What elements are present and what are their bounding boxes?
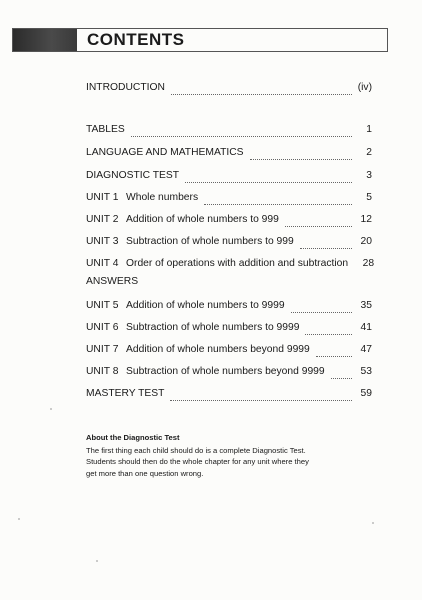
toc-entry (86, 388, 372, 406)
dot-leader (305, 334, 352, 335)
about-line: get more than one question wrong. (86, 468, 204, 478)
toc-unit-label: UNIT 3 (86, 236, 119, 247)
toc-page-number: 3 (366, 170, 372, 181)
toc-entry (86, 124, 372, 142)
dot-leader (250, 159, 352, 160)
toc-entry-title: Addition of whole numbers to 9999 (126, 300, 285, 311)
toc-entry-title: Subtraction of whole numbers to 9999 (126, 322, 300, 333)
toc-entry-title: Addition of whole numbers to 999 (126, 214, 279, 225)
toc-entry (86, 258, 375, 276)
toc-entry-title: INTRODUCTION (86, 82, 165, 93)
toc-page-number: 12 (360, 214, 372, 225)
toc-page-number: 1 (366, 124, 372, 135)
dot-leader (300, 248, 352, 249)
toc-entry (86, 366, 372, 384)
toc-entry (86, 236, 372, 254)
toc-entry-title: Subtraction of whole numbers beyond 9999 (126, 366, 325, 377)
dot-leader (204, 204, 352, 205)
toc-entry-title: TABLES (86, 124, 125, 135)
about-title: About the Diagnostic Test (86, 433, 180, 442)
toc-entry-title: DIAGNOSTIC TEST (86, 170, 180, 181)
toc-page-number: (iv) (357, 82, 372, 93)
toc-entry-title: Subtraction of whole numbers to 999 (126, 236, 294, 247)
dot-leader (131, 136, 352, 137)
toc-entry (86, 214, 372, 232)
dot-leader (170, 400, 352, 401)
about-line: Students should then do the whole chapter for any unit where they (86, 457, 309, 466)
dot-leader (331, 378, 352, 379)
toc-page-number: 35 (360, 300, 372, 311)
toc-page-number: 20 (360, 236, 372, 247)
dot-leader (291, 312, 352, 313)
toc-entry-title: Order of operations with addition and subtraction (126, 258, 349, 269)
paper-speck (50, 408, 52, 410)
toc-entry-title: MASTERY TEST (86, 388, 165, 399)
toc-unit-label: UNIT 6 (86, 322, 119, 333)
toc-unit-label: UNIT 4 (86, 258, 119, 269)
toc-entry-title: LANGUAGE AND MATHEMATICS (86, 147, 244, 158)
toc-page-number: 41 (360, 322, 372, 333)
toc-unit-label: UNIT 7 (86, 344, 119, 355)
contents-header (12, 28, 388, 52)
header-dark-block (13, 29, 77, 51)
toc-entry (86, 147, 372, 165)
toc-unit-label: UNIT 1 (86, 192, 119, 203)
dot-leader (316, 356, 352, 357)
toc-entry-title: ANSWERS (86, 276, 139, 287)
toc-page-number: 47 (360, 344, 372, 355)
paper-speck (96, 560, 98, 562)
toc-entry (86, 344, 372, 362)
toc-entry (86, 82, 372, 100)
toc-page-number: 59 (360, 388, 372, 399)
toc-entry (86, 322, 372, 340)
toc-page-number: 2 (366, 147, 372, 158)
toc-unit-label: UNIT 5 (86, 300, 119, 311)
about-diagnostic-test (86, 432, 382, 479)
toc-page-number: 28 (362, 258, 375, 269)
toc-entry (86, 170, 372, 188)
toc-unit-label: UNIT 8 (86, 366, 119, 377)
paper-speck (18, 518, 20, 520)
toc-page-number: 5 (366, 192, 372, 203)
toc-entry (86, 192, 372, 210)
toc-page-number: 53 (360, 366, 372, 377)
toc-entry (86, 276, 372, 294)
toc-entry-title: Addition of whole numbers beyond 9999 (126, 344, 310, 355)
page-title: CONTENTS (87, 30, 185, 49)
toc-entry-title: Whole numbers (126, 192, 199, 203)
dot-leader (285, 226, 352, 227)
dot-leader (185, 182, 352, 183)
toc-entry (86, 300, 372, 318)
toc-unit-label: UNIT 2 (86, 214, 119, 225)
dot-leader (171, 94, 352, 95)
about-line: The first thing each child should do is a complete Diagnostic Test. (86, 445, 306, 455)
paper-speck (372, 522, 374, 524)
